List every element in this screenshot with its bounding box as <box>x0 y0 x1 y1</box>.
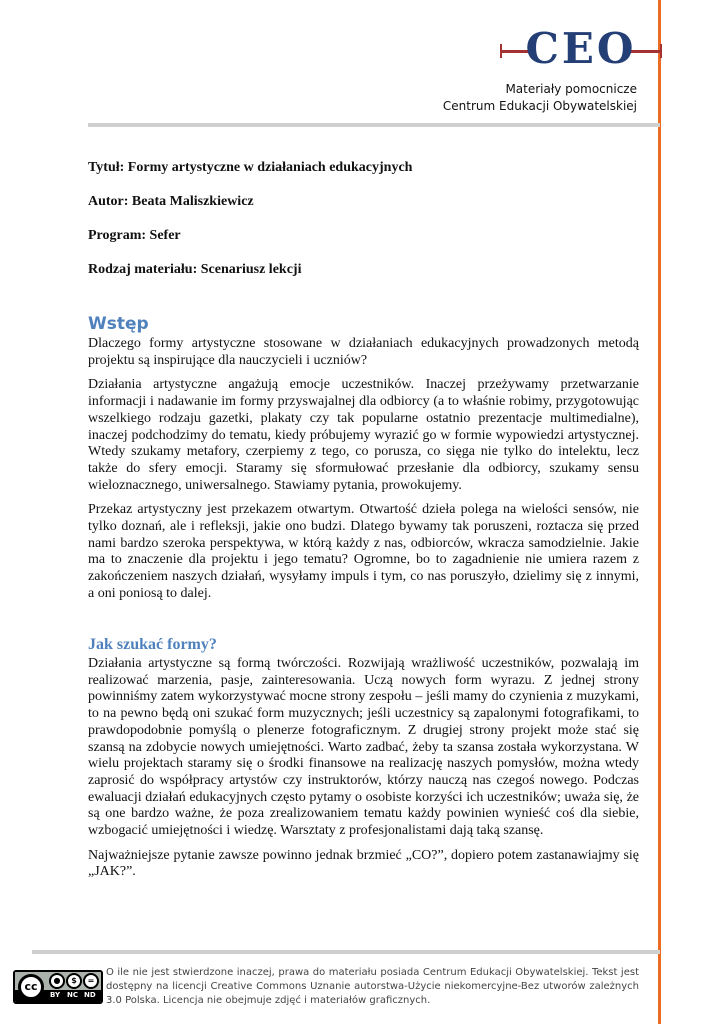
cc-nd-label: ND <box>84 991 96 999</box>
logo-wordmark: CEO <box>525 24 637 73</box>
footer-divider <box>32 950 660 954</box>
cc-nd-icon: = <box>83 973 99 989</box>
doc-type: Rodzaj materiału: Scenariusz lekcji <box>88 262 302 277</box>
forms-paragraph-1: Działania artystyczne są formą twórczości. Rozwijają wrażliwość uczestników, pozwalają im realizować marzenia, pasje, zainteresowania. Uczą nowych form wyrazu. Z jednej strony powinniśmy zatem wykorzystywać mocne strony zespołu – jeśli mamy do czynienia z muzykami, to na pewno będą oni szukać form muzycznych; jeśli uczestnicy są zapalonymi fotografikami, to prawdopodobnie pomyślą o plenerze fotograficznym. Z drugiej strony projekt może stać się szansą na zdobycie nowych umiejętności. Warto zadbać, żeby ta szansa została wykorzystana. W wielu projektach staramy się o środki finansowe na realizację naszych pomysłów, można wtedy zaprosić do współpracy artystów czy instruktorów, którzy nauczą nas czegoś nowego. Podczas ewaluacji działań edukacyjnych często pytamy o osobiste korzyści ich uczestników; uważa się, że są one bardzo ważne, że poza zrealizowaniem tematu każdy powinien wynieść coś dla siebie, wzbogacić umiejętności i wiedzę. Warsztaty z profesjonalistami dają taką szansę. <box>88 656 639 839</box>
forms-paragraph-2: Najważniejsze pytanie zawsze powinno jednak brzmieć „CO?”, dopiero potem zastanawiajmy się „JAK?”. <box>88 847 639 880</box>
intro-section <box>88 314 639 611</box>
intro-heading: Wstęp <box>88 314 149 334</box>
cc-icon: cc <box>18 974 44 1000</box>
header-subtitle-line2: Centrum Edukacji Obywatelskiej <box>442 99 637 113</box>
header-divider <box>88 123 660 127</box>
cc-nc-label: NC <box>67 991 78 999</box>
forms-section <box>88 636 639 889</box>
doc-author: Autor: Beata Maliszkiewicz <box>88 194 254 209</box>
doc-program: Program: Sefer <box>88 228 181 243</box>
intro-paragraph-2: Działania artystyczne angażują emocje uczestników. Inaczej przeżywamy przetwarzanie informacji i nadawanie im formy przyswajalnej dla odbiorcy (a to właśnie robimy, przygotowując wszelkiego rodzaju gazetki, plakaty czy tak popularne ostatnio prezentacje multimedialne), inaczej podchodzimy do tematu, kiedy próbujemy wyrazić go w formie wypowiedzi artystycznej. Wtedy szukamy metafory, czerpiemy z tego, co porusza, co sięga nie tylko do intelektu, lecz także do sfery emocji. Staramy się sformułować przesłanie dla odbiorcy, szukamy sensu wieloznacznego, uniwersalnego. Stawiamy pytania, prowokujemy. <box>88 377 639 493</box>
creative-commons-badge <box>13 970 103 1004</box>
intro-paragraph-3: Przekaz artystyczny jest przekazem otwartym. Otwartość dzieła polega na wielości sensów, nie tylko doznań, ale i refleksji, jakie ono budzi. Dlatego bywamy tak poruszeni, roztacza się przed nami bardzo szeroka perspektywa, w którą każdy z nas, odbiorców, wkracza samodzielnie. Jakie ma to znaczenie dla projektu i jego tematu? Ogromne, bo to zagadnienie nie umiera razem z zakończeniem naszych działań, wysyłamy impuls i tym, co nas poruszyło, dzielimy się z innymi, a oni poniosą to dalej. <box>88 502 639 601</box>
license-notice: O ile nie jest stwierdzone inaczej, prawa do materiału posiada Centrum Edukacji Obywatelskiej. Tekst jest dostępny na licencji Creative Commons Uznanie autorstwa-Użycie niekomercyjne-Bez utworów zależnych 3.0 Polska. Licencja nie obejmuje zdjęć i materiałów graficznych. <box>106 967 639 1006</box>
cc-nc-icon: $ <box>66 973 82 989</box>
header-subtitle-line1: Materiały pomocnicze <box>505 82 637 96</box>
cc-by-label: BY <box>50 991 61 999</box>
doc-title: Tytuł: Formy artystyczne w działaniach edukacyjnych <box>88 160 413 175</box>
intro-paragraph-1: Dlaczego formy artystyczne stosowane w działaniach edukacyjnych prowadzonych metodą projektu są inspirujące dla nauczycieli i uczniów? <box>88 336 639 368</box>
forms-heading: Jak szukać formy? <box>88 636 217 653</box>
cc-by-icon: ● <box>49 973 65 989</box>
page-accent-bar <box>658 0 661 1024</box>
ceo-logo <box>496 24 666 80</box>
